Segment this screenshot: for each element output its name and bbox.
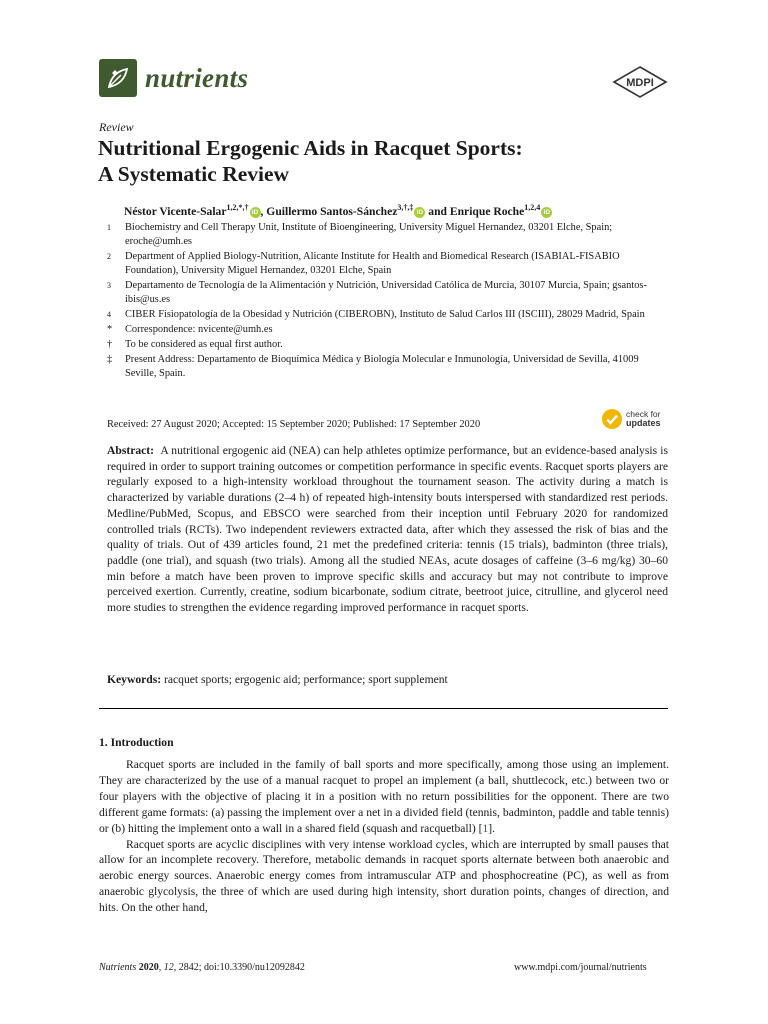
author-name: Enrique Roche <box>449 204 525 218</box>
affiliation-item: 3 Departamento de Tecnología de la Alimentación y Nutrición, Universidad Católica de Murcia, 30107 Murcia, Spain; gsantos-ibis@us.es <box>107 280 647 305</box>
abstract-label: Abstract: <box>107 444 155 457</box>
journal-logo <box>99 59 248 97</box>
publisher-name: MDPI <box>626 77 654 89</box>
equal-contribution-note: † To be considered as equal first author. <box>107 339 283 350</box>
abstract <box>107 443 668 616</box>
author-name: Néstor Vicente-Salar <box>124 204 227 218</box>
keywords-text: racquet sports; ergogenic aid; performance; sport supplement <box>164 673 448 686</box>
affiliation-item: 1 Biochemistry and Cell Therapy Unit, Institute of Bioengineering, University Miguel Hernandez, 03201 Elche, Spain; eroche@umh.es <box>107 222 613 247</box>
keywords <box>107 673 448 686</box>
section-divider <box>99 708 668 709</box>
paragraph: Racquet sports are included in the family of ball sports and more specifically, among those using an implement. They are characterized by the use of a manual racquet to propel an implement (a ball, shuttlecock, etc.) between two or four players with the objective of placing it in a position with no return possibilities for the opponent. There are two different game formats: (a) passing the implement over a net in a divided field (tennis, badminton, paddle and table tennis) or (b) hitting the implement onto a wall in a shared field (squash and racquetball) [1]. <box>99 758 669 835</box>
affiliation-list <box>107 221 667 382</box>
author-name: Guillermo Santos-Sánchez <box>266 204 398 218</box>
orcid-icon[interactable]: iD <box>414 207 425 218</box>
article-title: Nutritional Ergogenic Aids in Racquet Sports: A Systematic Review <box>98 136 523 186</box>
affiliation-item: 2 Department of Applied Biology-Nutrition, Alicante Institute for Health and Biomedical Research (ISABIAL-FISABIO Foundation), University Miguel Hernandez, 03201 Elche, Spain <box>107 251 620 276</box>
abstract-text: A nutritional ergogenic aid (NEA) can help athletes optimize performance, but an evidence-based analysis is required in order to support training outcomes or competition performance in specific events. Racquet sports players are regularly exposed to a high-intensity workload throughout the tournament season. The activity during a match is characterized by variable durations (2–4 h) of repeated high-intensity bouts interspersed with standardized rest periods. Medline/PubMed, Scopus, and EBSCO were searched from their inception until February 2020 for randomized controlled trials (RCTs). Two independent reviewers extracted data, after which they assessed the risk of bias and the quality of trials. Out of 439 articles found, 21 met the predefined criteria: tennis (15 trials), badminton (three trials), paddle (one trial), and squash (two trials). Among all the studied NEAs, acute dosages of caffeine (3–6 mg/kg) 30–60 min before a match have been proven to improve specific skills and accuracy but may not contribute to improve perceived exertion. Currently, creatine, sodium bicarbonate, sodium citrate, beetroot juice, citrulline, and glycerol need more studies to strengthen the evidence regarding improved performance in racquet sports. <box>107 444 668 615</box>
footer-url[interactable]: www.mdpi.com/journal/nutrients <box>514 962 647 973</box>
nutrients-leaf-icon <box>99 59 137 97</box>
author-affil-marks: 1,2,4 <box>524 203 541 212</box>
correspondence-note: * Correspondence: nvicente@umh.es <box>107 324 273 335</box>
present-address-note: ‡ Present Address: Departamento de Bioquímica Médica y Biología Molecular e Inmunología, Universidad de Sevilla, 41009 Seville, Spain. <box>107 354 639 379</box>
author-list: Néstor Vicente-Salar$^{1,2,*,\dagger}$iD , Guillermo Santos-Sánchez$^{3,\dagger,\ddagger}$iD and Enrique Roche$^{1,2,4}$iD <box>124 203 552 218</box>
publication-dates: Received: 27 August 2020; Accepted: 15 September 2020; Published: 17 September 2020 <box>107 419 481 430</box>
orcid-icon[interactable]: iD <box>250 207 261 218</box>
section-heading: 1. Introduction <box>99 736 174 749</box>
author-affil-marks: 3,†,‡ <box>397 203 414 212</box>
footer-citation: Nutrients 2020, 12, 2842; doi:10.3390/nu12092842 <box>99 962 305 973</box>
mdpi-logo <box>612 66 668 103</box>
affiliation-item: 4 CIBER Fisiopatología de la Obesidad y Nutrición (CIBEROBN), Instituto de Salud Carlos III (ISCIII), 28029 Madrid, Spain <box>107 309 645 320</box>
citation-link[interactable]: 1 <box>482 821 489 835</box>
paragraph: Racquet sports are acyclic disciplines with very intense workload cycles, which are interrupted by small pauses that allow for an incomplete recovery. Therefore, metabolic demands in racquet sports alternate between both anaerobic and aerobic energy sources. Anaerobic energy comes from intramuscular ATP and phosphocreatine (PC), as well as from anaerobic glycolysis, the three of which are used during high intensity, short duration points, changes of direction, and hits. On the other hand, <box>99 837 669 915</box>
keywords-label: Keywords: <box>107 673 162 686</box>
orcid-icon[interactable]: iD <box>541 207 552 218</box>
check-updates-icon <box>601 408 623 430</box>
article-type: Review <box>99 120 134 134</box>
introduction-body <box>99 757 669 916</box>
author-affil-marks: 1,2,*,† <box>226 203 249 212</box>
journal-name: nutrients <box>145 62 249 93</box>
check-for-updates-button[interactable]: check for updates <box>601 408 661 430</box>
